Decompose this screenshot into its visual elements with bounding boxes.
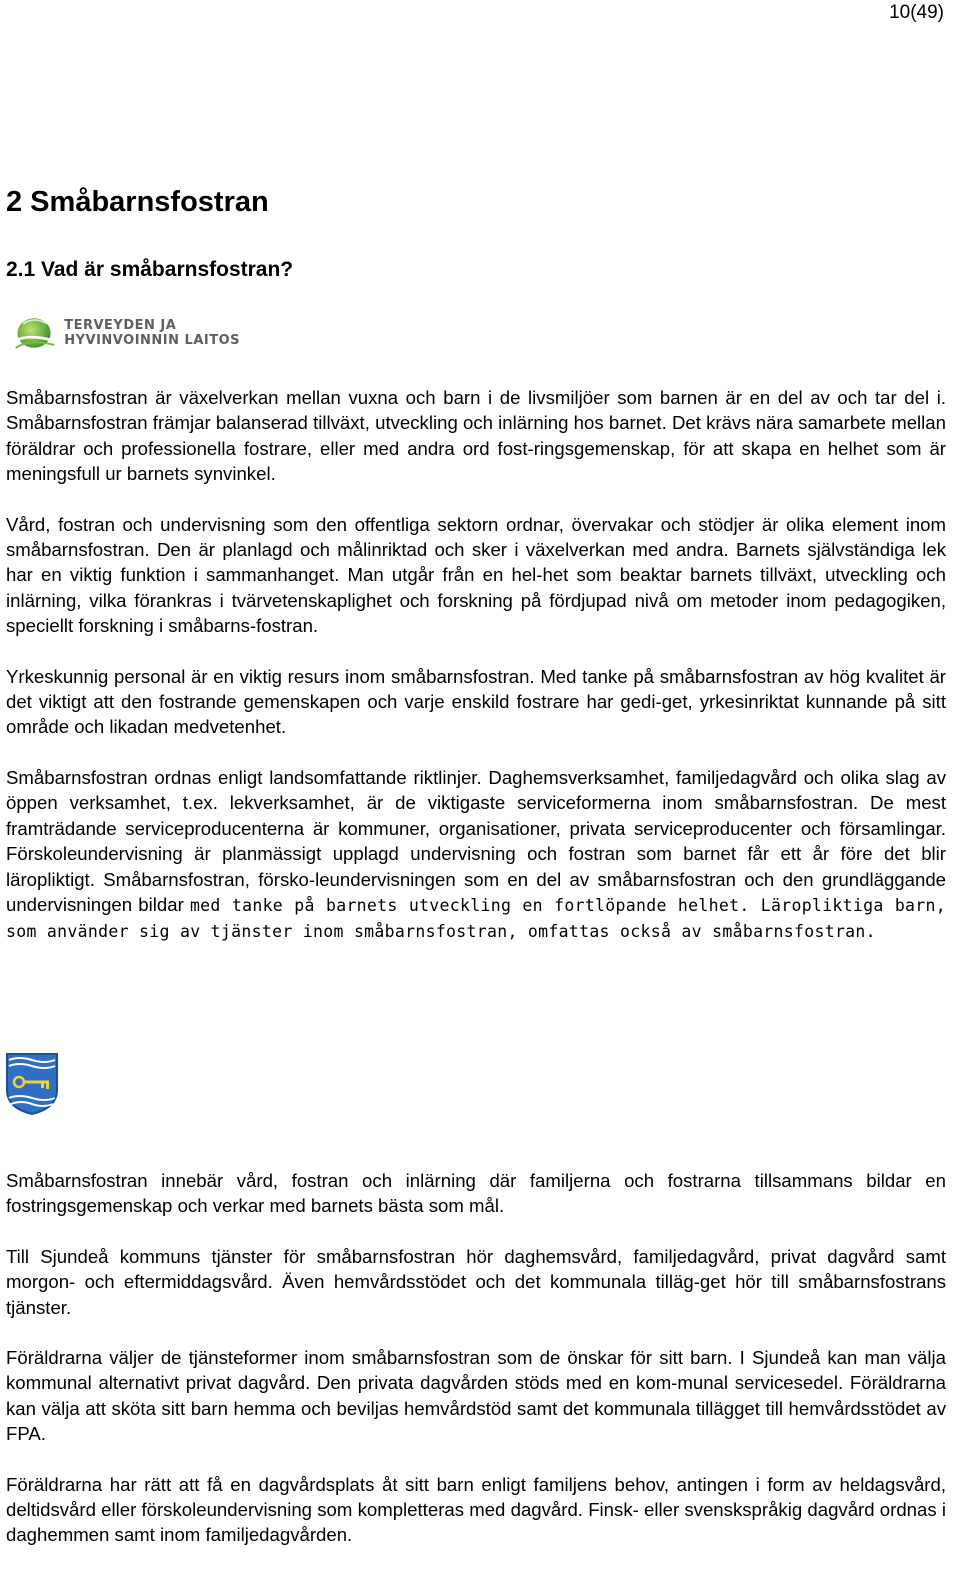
body-text-part-1 bbox=[6, 385, 946, 970]
chapter-title: 2 Småbarnsfostran bbox=[6, 186, 269, 218]
municipal-crest bbox=[5, 1052, 59, 1116]
page-number: 10(49) bbox=[889, 2, 944, 23]
body-text-part-2 bbox=[6, 1168, 946, 1573]
thl-leaf-logo-icon bbox=[10, 313, 56, 353]
paragraph-guidelines bbox=[6, 765, 946, 945]
paragraph-definition: Småbarnsfostran är växelverkan mellan vuxna och barn i de livsmiljöer som barnen är en del av och tar del i. Småbarnsfostran främjar balanserad tillväxt, utveckling och inlärning hos barnet. Det krävs nära samarbete mellan föräldrar och professionella fostrare, eller med andra ord fost-ringsgemenskap, för att skapa en helhet som är meningsfull ur barnets synvinkel. bbox=[6, 387, 946, 485]
paragraph-guidelines-continuation: med tanke på barnets utveckling en fortlöpande helhet. Läropliktiga barn, som använder sig av tjänster inom småbarnsfostran, omfattas också av småbarnsfostran. bbox=[6, 895, 946, 942]
coat-of-arms-icon bbox=[5, 1052, 59, 1116]
paragraph-right-to-daycare: Föräldrarna har rätt att få en dagvårdsplats åt sitt barn enligt familjens behov, antingen i form av heldagsvård, deltidsvård eller förskoleundervisning som kompletteras med dagvård. Finsk- eller svenskspråkig dagvård ordnas i daghemmen samt inom familjedagvården. bbox=[6, 1473, 946, 1546]
section-title: 2.1 Vad är småbarnsfostran? bbox=[6, 258, 294, 281]
logo-line-1: TERVEYDEN JA bbox=[64, 318, 177, 333]
paragraph-sjundea-services: Till Sjundeå kommuns tjänster för småbarnsfostran hör daghemsvård, familjedagvård, privat dagvård samt morgon- och eftermiddagsvård. Även hemvårdsstödet och det kommunala tilläg-get hör till småbarnsfostrans tjänster. bbox=[6, 1245, 946, 1318]
paragraph-guidelines-text: Småbarnsfostran ordnas enligt landsomfattande riktlinjer. Daghemsverksamhet, familjedagvård och olika slag av öppen verksamhet, t.ex. lekverksamhet, är de viktigaste serviceformerna inom småbarnsfostran. De mest framträdande serviceproducenterna är kommuner, organisationer, privata serviceproducenter och församlingar. Förskoleundervisning är planmässigt upplagd undervisning och fostran som barnet får ett år före det blir läropliktigt. Småbarnsfostran, försko-leundervisningen som en del av småbarnsfostran och den grundläggande undervisningen bildar bbox=[6, 766, 946, 915]
paragraph-summary: Småbarnsfostran innebär vård, fostran och inlärning där familjerna och fostrarna tillsammans bildar en fostringsgemenskap och verkar med barnets bästa som mål. bbox=[6, 1170, 946, 1217]
paragraph-parent-choice: Föräldrarna väljer de tjänsteformer inom småbarnsfostran som de önskar för sitt barn. I Sjundeå kan man välja kommunal alternativt privat dagvård. Den privata dagvården stöds med en kom-munal servicesedel. Föräldrarna kan välja att sköta sitt barn hemma och beviljas hemvårdstöd samt det kommunala tillägget till hemvårdsstödet av FPA. bbox=[6, 1347, 946, 1445]
thl-logo bbox=[10, 312, 240, 354]
paragraph-personnel: Yrkeskunnig personal är en viktig resurs inom småbarnsfostran. Med tanke på småbarnsfostran av hög kvalitet är det viktigt att den fostrande gemenskapen och varje enskild fostrare har gedi-get, yrkesinriktat kunnande på sitt område och likadan medvetenhet. bbox=[6, 665, 946, 738]
logo-line-2: HYVINVOINNIN LAITOS bbox=[64, 333, 240, 348]
paragraph-elements: Vård, fostran och undervisning som den offentliga sektorn ordnar, övervakar och stödjer är olika element inom småbarnsfostran. Den är planlagd och målinriktad och sker i växelverkan med andra. Barnets självständiga lek har en viktig funktion i sammanhanget. Man utgår från en hel-het som beaktar barnets tillväxt, utveckling och inlärning, vilka förankras i tvärvetenskaplighet och forskning på fördjupad nivå om metoder inom pedagogiken, speciellt forskning i småbarns-fostran. bbox=[6, 513, 946, 637]
